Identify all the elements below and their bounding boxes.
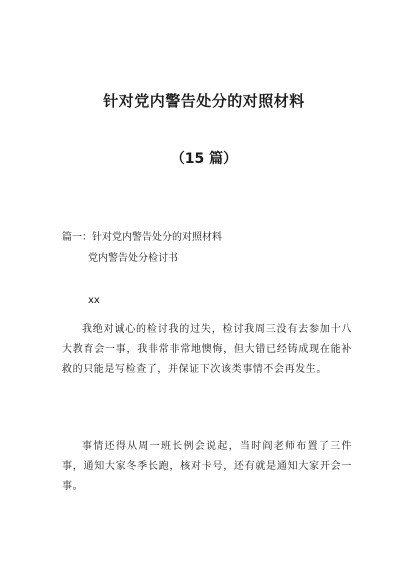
body-paragraph-1: 我绝对诚心的检讨我的过失，检讨我周三没有去参加十八大教育会一事，我非常非常地懊悔，但大错已经铸成现在能补救的只能是写检查了，并保证下次该类事情不会再发生。 — [62, 324, 352, 375]
document-title: 针对党内警告处分的对照材料 — [103, 92, 305, 110]
document-count: （15 篇） — [170, 151, 238, 167]
section-heading: 篇一：针对党内警告处分的对照材料 — [62, 232, 222, 243]
subheading: 党内警告处分检讨书 — [88, 253, 178, 264]
salutation: xx — [88, 295, 100, 306]
body-paragraph-2: 事情还得从周一班长例会说起，当时阎老师布置了三件事，通知大家冬季长跑，核对卡号，还有就是通知大家开会一事。 — [62, 441, 352, 492]
